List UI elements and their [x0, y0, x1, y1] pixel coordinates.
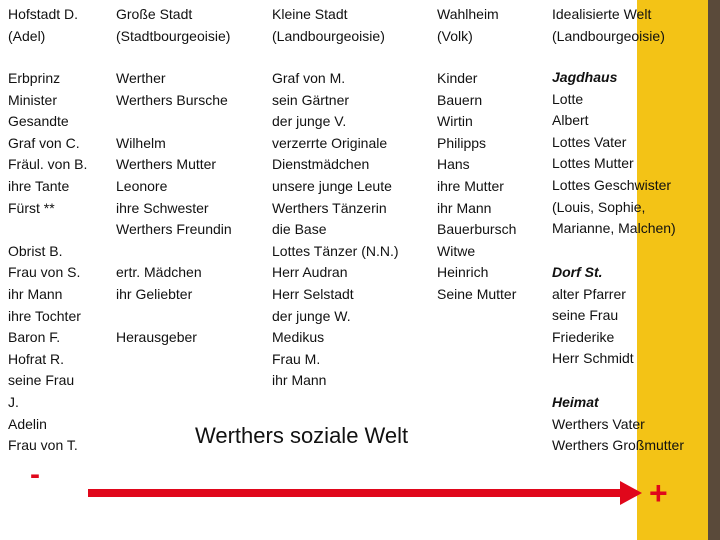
header-line: Wahlheim: [437, 6, 499, 22]
list-item: Fräul. von B.: [8, 156, 88, 173]
list-item: [116, 306, 232, 328]
list-item: die Base: [272, 221, 327, 238]
list-item: Frau von T.: [8, 437, 78, 454]
list-item: Gesandte: [8, 113, 69, 130]
list-item: ihr Mann: [272, 372, 327, 389]
list-item: Philipps: [437, 134, 487, 151]
list-item: Herausgeber: [116, 329, 197, 346]
arrow-line: [88, 489, 623, 497]
group-items: [552, 414, 684, 457]
list-item: [116, 241, 232, 263]
header-wahlheim: [437, 4, 499, 47]
list-item: Lottes Vater: [552, 133, 627, 150]
group-dorf: [552, 262, 634, 370]
list-item: seine Frau: [8, 372, 75, 389]
list-item: (Louis, Sophie,: [552, 198, 646, 215]
list-item: Dienstmädchen: [272, 156, 370, 173]
list-item: [116, 111, 232, 133]
list-item: der junge V.: [272, 113, 347, 130]
list-item: Hans: [437, 156, 470, 173]
list-item: Werthers Vater: [552, 415, 645, 432]
list-item: ihr Geliebter: [116, 285, 193, 302]
list-item: Wilhelm: [116, 134, 166, 151]
header-stadt: [116, 4, 230, 47]
list-item: der junge W.: [272, 307, 351, 324]
list-item: Bauerbursch: [437, 221, 517, 238]
group-title: Jagdhaus: [552, 69, 618, 85]
header-kleine-stadt: [272, 4, 385, 47]
list-item: ihr Mann: [8, 285, 63, 302]
header-line: (Adel): [8, 27, 46, 44]
list-item: ihre Tochter: [8, 307, 81, 324]
list-item: alter Pfarrer: [552, 285, 626, 302]
list-item: Marianne, Malchen): [552, 220, 676, 237]
group-items: [552, 284, 634, 370]
list-item: Herr Selstadt: [272, 285, 354, 302]
header-line: (Landbourgeoisie): [552, 27, 665, 44]
list-item: Werthers Mutter: [116, 156, 217, 173]
list-item: Frau M.: [272, 350, 321, 367]
header-line: (Landbourgeoisie): [272, 27, 385, 44]
list-item: Werthers Tänzerin: [272, 199, 387, 216]
list-item: Werthers Bursche: [116, 91, 228, 108]
plus-sign: +: [649, 475, 668, 511]
list-item: ihre Schwester: [116, 199, 209, 216]
group-title: Dorf St.: [552, 264, 603, 280]
list-item: Baron F.: [8, 329, 61, 346]
slide-title: Werthers soziale Welt: [195, 423, 409, 448]
group-items: [552, 89, 676, 240]
column-stadt: [116, 68, 232, 349]
group-jagdhaus: [552, 67, 676, 240]
list-item: Heinrich: [437, 264, 489, 281]
list-item: Bauern: [437, 91, 483, 108]
column-wahlheim: [437, 68, 516, 306]
list-item: Witwe: [437, 242, 476, 259]
group-title: Heimat: [552, 394, 599, 410]
list-item: Frau von S.: [8, 264, 81, 281]
list-item: Albert: [552, 112, 589, 129]
list-item: Lottes Mutter: [552, 155, 634, 172]
list-item: Lottes Tänzer (N.N.): [272, 242, 399, 259]
list-item: Seine Mutter: [437, 285, 517, 302]
list-item: [8, 219, 87, 241]
brown-edge-bar: [708, 0, 720, 540]
header-line: Kleine Stadt: [272, 6, 348, 22]
header-idealisierte-welt: [552, 4, 665, 47]
list-item: Hofrat R.: [8, 350, 65, 367]
header-line: Hofstadt D.: [8, 6, 79, 22]
header-line: (Volk): [437, 27, 473, 44]
list-item: ihre Mutter: [437, 177, 504, 194]
list-item: Graf von M.: [272, 70, 346, 86]
list-item: Friederike: [552, 328, 615, 345]
list-item: verzerrte Originale: [272, 134, 388, 151]
list-item: Adelin: [8, 415, 47, 432]
column-kleine-stadt: [272, 68, 399, 392]
list-item: unsere junge Leute: [272, 177, 392, 194]
list-item: Medikus: [272, 329, 325, 346]
list-item: seine Frau: [552, 307, 619, 324]
header-adel: [8, 4, 78, 47]
list-item: Graf von C.: [8, 134, 80, 151]
list-item: Werthers Großmutter: [552, 437, 684, 454]
header-line: Große Stadt: [116, 6, 193, 22]
list-item: Minister: [8, 91, 58, 108]
list-item: ihre Tante: [8, 177, 70, 194]
list-item: sein Gärtner: [272, 91, 350, 108]
list-item: ertr. Mädchen: [116, 264, 202, 281]
list-item: Herr Audran: [272, 264, 348, 281]
arrow-head-icon: [620, 481, 642, 505]
list-item: Fürst **: [8, 199, 55, 216]
list-item: Lottes Geschwister: [552, 176, 672, 193]
minus-sign: -: [30, 458, 40, 491]
list-item: Kinder: [437, 70, 478, 86]
list-item: ihr Mann: [437, 199, 492, 216]
list-item: J.: [8, 393, 19, 410]
header-line: Idealisierte Welt: [552, 6, 652, 22]
group-heimat: [552, 392, 684, 457]
list-item: Lotte: [552, 90, 584, 107]
list-item: Wirtin: [437, 113, 473, 130]
list-item: Obrist B.: [8, 242, 63, 259]
column-adel: [8, 68, 87, 457]
list-item: Leonore: [116, 177, 168, 194]
list-item: Herr Schmidt: [552, 350, 634, 367]
list-item: Werther: [116, 70, 166, 86]
header-line: (Stadtbourgeoisie): [116, 27, 231, 44]
list-item: Erbprinz: [8, 70, 61, 86]
list-item: Werthers Freundin: [116, 221, 232, 238]
